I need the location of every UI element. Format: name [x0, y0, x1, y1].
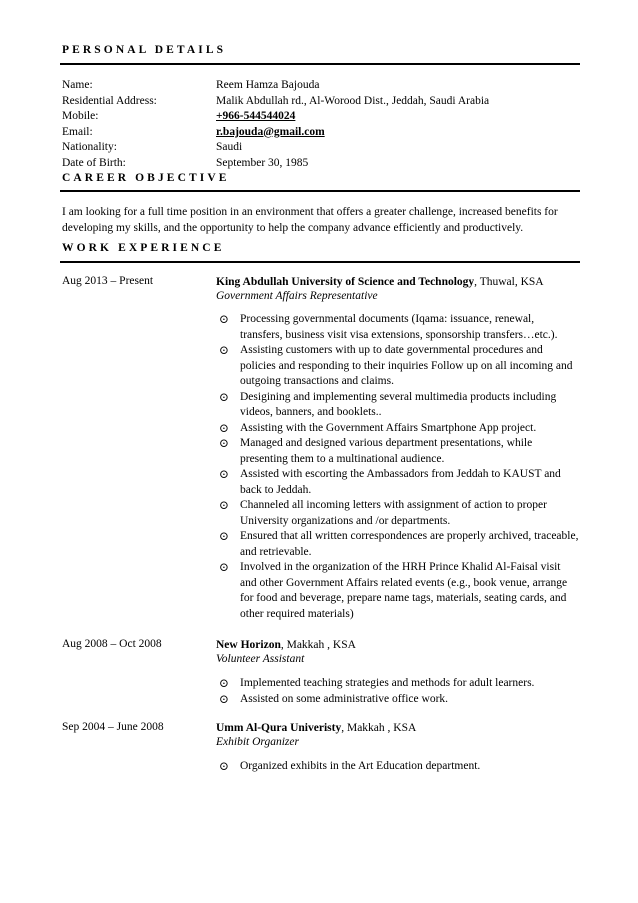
detail-value: Saudi: [216, 141, 243, 153]
job-role: Government Affairs Representative: [216, 290, 378, 302]
detail-label: Nationality:: [62, 141, 117, 153]
detail-row-nationality: [62, 140, 242, 156]
circled-dot-bullet-icon: ⊙: [219, 498, 230, 512]
circled-dot-bullet-icon: ⊙: [219, 676, 230, 690]
job-role: Volunteer Assistant: [216, 653, 305, 665]
job-dates: Aug 2013 – Present: [62, 275, 154, 287]
organization-location: , Makkah , KSA: [280, 639, 356, 651]
circled-dot-bullet-icon: ⊙: [219, 436, 230, 450]
list-item: ⊙ Processing governmental documents (Iqama: issuance, renewal, transfers, business visit visa extensions, sponsorship transfers…etc.).: [219, 312, 558, 341]
detail-label: Email:: [62, 125, 93, 138]
organization-location: , Thuwal, KSA: [474, 276, 544, 288]
detail-row-mobile: [62, 109, 295, 125]
job-organization: [216, 275, 544, 291]
detail-label: Residential Address:: [62, 94, 157, 107]
circled-dot-bullet-icon: ⊙: [219, 389, 230, 404]
email-link[interactable]: r.bajouda@gmail.com: [216, 125, 325, 138]
detail-row-dob: [62, 156, 308, 172]
list-item: ⊙ Assisting with the Government Affairs Smartphone App project.: [219, 420, 537, 435]
section-divider: [60, 261, 580, 263]
detail-label: Mobile:: [62, 110, 99, 122]
job-duties-list: [219, 312, 579, 622]
job-duties-list: [219, 676, 579, 707]
job-dates: Aug 2008 – Oct 2008: [62, 638, 162, 650]
objective-text: I am looking for a full time position in an environment that offers a greater challenge, increased benefits for developing my skills, and the opportunity to help the company advance efficiently and productively.: [62, 206, 558, 234]
list-item: ⊙ Channeled all incoming letters with assignment of action to proper University organizations and /or departments.: [219, 498, 547, 527]
circled-dot-bullet-icon: ⊙: [219, 467, 230, 481]
work-experience-heading: WORK EXPERIENCE: [62, 242, 225, 254]
list-item: ⊙ Assisted with escorting the Ambassadors from Jeddah to KAUST and back to Jeddah.: [219, 467, 561, 496]
organization-name: New Horizon: [216, 639, 281, 651]
detail-value: September 30, 1985: [216, 156, 309, 169]
section-divider: [60, 63, 580, 65]
list-item: ⊙ Assisting customers with up to date governmental procedures and policies and responding to their inquiries Follow up on all incoming and outgoing transactions and claims.: [219, 343, 573, 387]
list-item: ⊙ Involved in the organization of the HRH Prince Khalid Al-Faisal visit and other Government Affairs related events (e.g., book venue, arrange for food and beverage, prepare name tags, materials, seating cards, and other required materials): [219, 560, 568, 620]
organization-name: King Abdullah University of Science and Technology: [216, 276, 475, 288]
mobile-link[interactable]: +966-544544024: [216, 110, 296, 122]
personal-details-heading: PERSONAL DETAILS: [62, 44, 227, 56]
circled-dot-bullet-icon: ⊙: [219, 343, 230, 357]
detail-row-email: [62, 125, 325, 141]
circled-dot-bullet-icon: ⊙: [219, 420, 230, 435]
detail-row-address: [62, 94, 489, 110]
organization-name: Umm Al-Qura Univeristy: [216, 722, 342, 734]
circled-dot-bullet-icon: ⊙: [219, 312, 230, 326]
list-item: ⊙ Organized exhibits in the Art Education department.: [219, 759, 481, 773]
list-item: ⊙ Implemented teaching strategies and methods for adult learners.: [219, 676, 535, 690]
circled-dot-bullet-icon: ⊙: [219, 560, 230, 574]
detail-value: Reem Hamza Bajouda: [216, 79, 320, 91]
list-item: ⊙ Managed and designed various department presentations, while presenting them to a multinational audience.: [219, 436, 533, 465]
job-organization: [216, 638, 356, 654]
detail-row-name: [62, 78, 319, 94]
list-item: ⊙ Ensured that all written correspondences are properly archived, traceable, and retrievable.: [219, 529, 579, 558]
circled-dot-bullet-icon: ⊙: [219, 691, 230, 706]
list-item: ⊙ Desigining and implementing several multimedia products including videos, banners, and booklets..: [219, 389, 557, 418]
job-organization: [216, 721, 416, 737]
job-duties-list: [219, 759, 579, 775]
detail-value: Malik Abdullah rd., Al-Worood Dist., Jeddah, Saudi Arabia: [216, 94, 490, 107]
detail-label: Name:: [62, 79, 93, 91]
organization-location: , Makkah , KSA: [341, 722, 417, 734]
section-divider: [60, 190, 580, 192]
detail-label: Date of Birth:: [62, 156, 126, 169]
job-dates: Sep 2004 – June 2008: [62, 721, 164, 733]
list-item: ⊙ Assisted on some administrative office work.: [219, 691, 449, 706]
job-role: Exhibit Organizer: [216, 736, 299, 748]
career-objective-heading: CAREER OBJECTIVE: [62, 172, 230, 184]
circled-dot-bullet-icon: ⊙: [219, 529, 230, 543]
circled-dot-bullet-icon: ⊙: [219, 759, 230, 773]
